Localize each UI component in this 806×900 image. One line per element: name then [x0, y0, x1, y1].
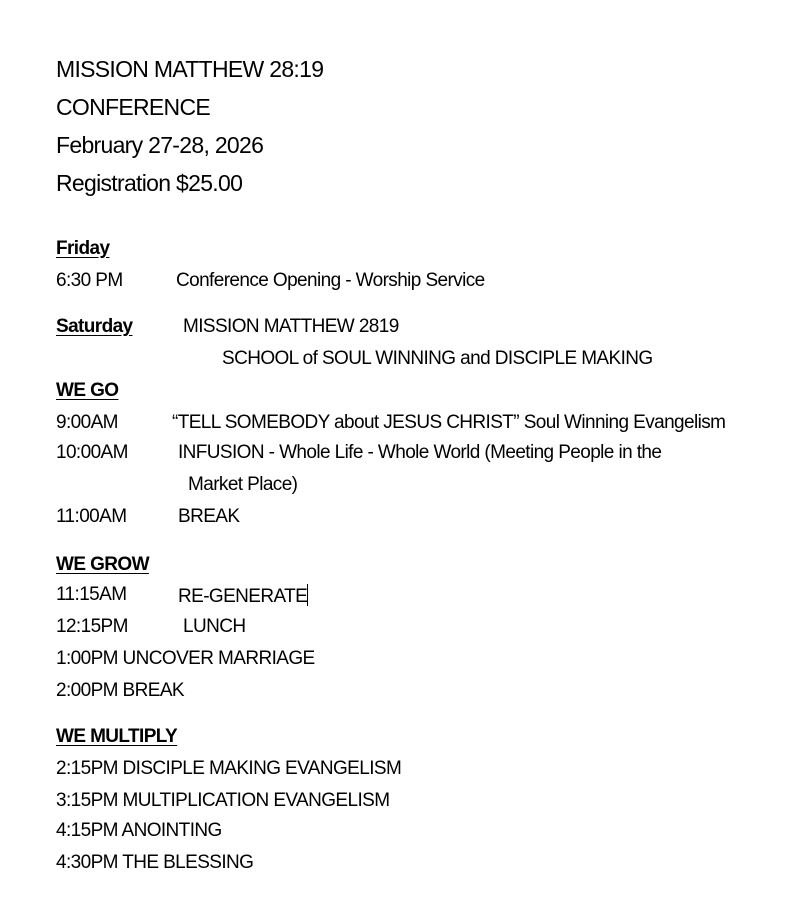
friday-event: Conference Opening - Worship Service	[176, 270, 485, 291]
text-cursor	[307, 584, 308, 606]
we-go-heading: WE GO	[56, 380, 119, 401]
schedule-time: 11:15AM	[56, 584, 127, 605]
schedule-time: 10:00AM	[56, 442, 128, 463]
schedule-time: 9:00AM	[56, 412, 118, 433]
registration-fee: Registration $25.00	[56, 170, 243, 196]
saturday-title: MISSION MATTHEW 2819	[183, 316, 399, 337]
friday-heading: Friday	[56, 238, 110, 259]
conference-subtitle: CONFERENCE	[56, 94, 211, 120]
conference-dates: February 27-28, 2026	[56, 132, 264, 158]
saturday-heading: Saturday	[56, 316, 133, 337]
schedule-line: 4:15PM ANOINTING	[56, 820, 222, 841]
schedule-time: 11:00AM	[56, 506, 127, 527]
saturday-subtitle: SCHOOL of SOUL WINNING and DISCIPLE MAKING	[222, 348, 653, 369]
schedule-event: BREAK	[178, 506, 240, 527]
conference-title: MISSION MATTHEW 28:19	[56, 56, 324, 82]
we-grow-heading: WE GROW	[56, 554, 149, 575]
schedule-event-editable[interactable]: RE-GENERATE	[178, 586, 308, 607]
we-multiply-heading: WE MULTIPLY	[56, 726, 178, 747]
schedule-event-continued: Market Place)	[188, 474, 298, 495]
schedule-event: INFUSION - Whole Life - Whole World (Meeting People in the	[178, 442, 662, 463]
friday-time: 6:30 PM	[56, 270, 123, 291]
schedule-event: LUNCH	[183, 616, 246, 637]
schedule-line: 2:15PM DISCIPLE MAKING EVANGELISM	[56, 758, 402, 779]
schedule-line: 4:30PM THE BLESSING	[56, 852, 254, 873]
schedule-line: 3:15PM MULTIPLICATION EVANGELISM	[56, 790, 390, 811]
schedule-line: 2:00PM BREAK	[56, 680, 184, 701]
schedule-time: 12:15PM	[56, 616, 128, 637]
schedule-line: 1:00PM UNCOVER MARRIAGE	[56, 648, 315, 669]
schedule-event: “TELL SOMEBODY about JESUS CHRIST” Soul Winning Evangelism	[172, 412, 726, 433]
